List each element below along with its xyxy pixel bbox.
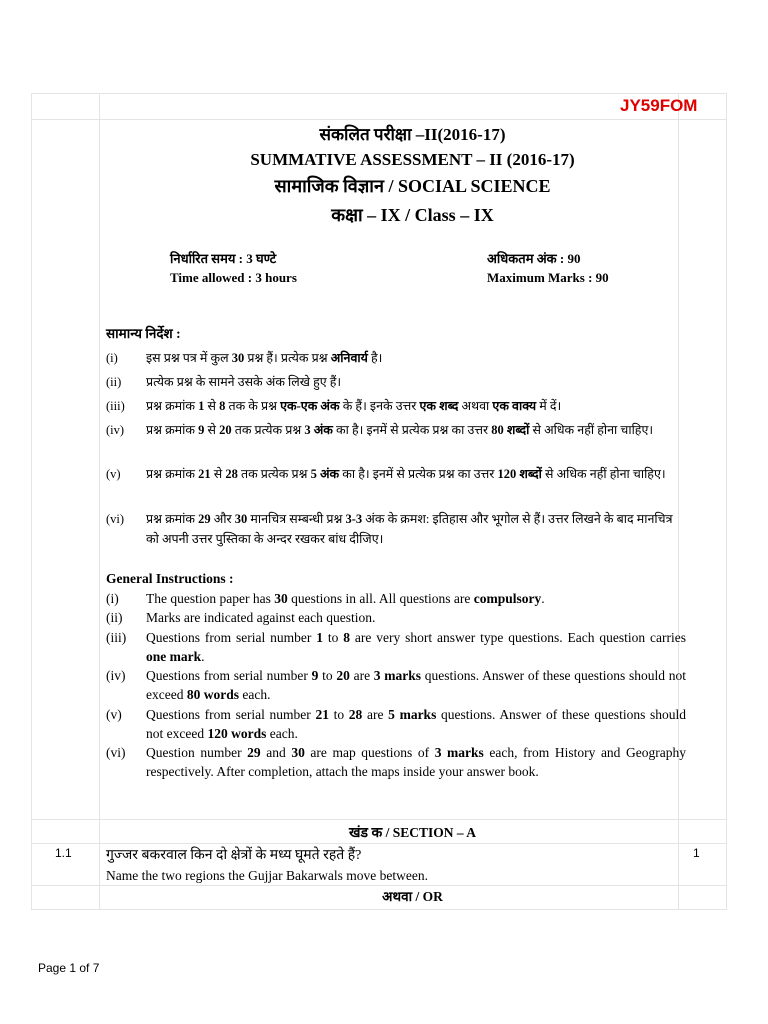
table-row-line [31, 819, 727, 820]
instruction-english-item-number: (iii) [106, 630, 127, 645]
instruction-english-bold-text: 21 [315, 707, 329, 722]
instruction-hindi-text: प्रत्येक प्रश्न के सामने उसके अंक लिखे हुए हैं। [146, 375, 342, 389]
instruction-hindi-bold-text: 5 अंक [310, 467, 340, 481]
instruction-english-item [106, 628, 686, 667]
instruction-english-text: and [260, 745, 292, 760]
instruction-hindi-bold-text: 3 अंक [304, 423, 333, 437]
instruction-hindi-text: प्रश्न क्रमांक [146, 423, 199, 437]
instruction-hindi-item-number: (vi) [106, 512, 125, 526]
instruction-hindi-text: से [204, 399, 220, 413]
instruction-english-bold-text: 80 words [186, 687, 239, 703]
instruction-hindi-text: और [210, 512, 235, 526]
instruction-english-text: questions in all. All questions are [287, 591, 474, 606]
instruction-hindi-bold-text: 30 [231, 351, 245, 365]
instruction-english-bold-text: 3 marks [373, 668, 422, 683]
instruction-english-text: to [328, 707, 349, 722]
page-number-footer: Page 1 of 7 [38, 961, 100, 975]
instruction-hindi-item-number: (iii) [106, 399, 125, 413]
instruction-english-text: each. [266, 726, 298, 742]
instruction-english-item-text [146, 666, 686, 705]
instruction-english-bold-text: 30 [291, 745, 305, 760]
instruction-english-text: each, from History and Geography respectively. After completion, attach the maps inside your answer book. [146, 745, 686, 780]
instruction-hindi-text: से [210, 467, 226, 481]
instruction-english-bold-text: 28 [348, 707, 363, 722]
instruction-hindi-item-text [146, 420, 686, 440]
instruction-english-text: questions. Answer of these questions should not exceed [146, 668, 686, 703]
instruction-hindi-bold-text: 30 [234, 512, 248, 526]
instruction-hindi-text: प्रश्न क्रमांक [146, 512, 199, 526]
instruction-hindi-bold-text: 1 [198, 399, 205, 413]
instruction-hindi-bold-text: 29 [198, 512, 211, 526]
instruction-hindi-item-number: (iv) [106, 423, 125, 437]
question-number: 1.1 [55, 846, 72, 860]
instruction-english-text: Questions from serial number [146, 707, 316, 722]
time-allowed-english: Time allowed : 3 hours [170, 270, 297, 285]
instruction-english-text: Questions from serial number [146, 630, 317, 645]
instruction-english-text: to [318, 668, 337, 683]
instruction-hindi-bold-text: 21 [198, 467, 211, 481]
instruction-english-item [106, 705, 686, 744]
instruction-hindi-bold-text: अनिवार्य [330, 351, 368, 365]
instruction-hindi-item-number: (v) [106, 467, 121, 481]
instruction-hindi-text: अथवा [458, 399, 493, 413]
instruction-hindi-bold-text: 3-3 [345, 512, 363, 526]
instruction-english-bold-text: 8 [343, 630, 351, 645]
instruction-hindi-item-text [146, 464, 686, 484]
or-separator: अथवा / OR [382, 889, 443, 904]
section-a-heading [100, 823, 725, 842]
instruction-hindi-text: से [204, 423, 220, 437]
question-text-hindi: गुज्जर बकरवाल किन दो क्षेत्रों के मध्य घूमते रहते हैं? [106, 848, 362, 863]
general-instructions-english-title: General Instructions : [106, 571, 234, 586]
table-border-right [726, 93, 727, 910]
instruction-hindi-text: का है। इनमें से प्रत्येक प्रश्न का उत्तर [332, 423, 492, 437]
instruction-english-item [106, 666, 686, 705]
instruction-english-item-number: (v) [106, 707, 122, 722]
instruction-english-item [106, 743, 686, 782]
instruction-english-item-text [146, 628, 686, 667]
instruction-english-text: The question paper has [146, 591, 275, 606]
instruction-english-bold-text: 30 [274, 591, 288, 606]
instruction-hindi-text: है। [367, 351, 383, 365]
time-allowed-hindi: निर्धारित समय : 3 घण्टे [170, 251, 277, 266]
instruction-hindi-text: से अधिक नहीं होना चाहिए। [529, 423, 654, 437]
instruction-hindi-bold-text: 120 शब्दों [497, 467, 542, 481]
section-a-english: / SECTION – A [382, 825, 476, 840]
instruction-english-text: to [323, 630, 344, 645]
instruction-hindi-text: का है। इनमें से प्रत्येक प्रश्न का उत्तर [339, 467, 498, 481]
instruction-hindi-text: प्रश्न हैं। प्रत्येक प्रश्न [244, 351, 331, 365]
instruction-hindi-item [106, 348, 686, 368]
instruction-english-bold-text: 29 [247, 745, 261, 760]
instruction-hindi-item [106, 509, 686, 549]
instruction-hindi-item [106, 420, 686, 440]
instruction-hindi-text: से अधिक नहीं होना चाहिए। [541, 467, 666, 481]
general-instructions-hindi-title: सामान्य निर्देश : [106, 326, 181, 341]
instruction-english-text: are [362, 707, 389, 722]
question-marks: 1 [693, 846, 700, 860]
instruction-hindi-text: इस प्रश्न पत्र में कुल [146, 351, 232, 365]
instruction-hindi-text: प्रश्न क्रमांक [146, 399, 199, 413]
instruction-english-item [106, 608, 686, 627]
instruction-english-item-text [146, 589, 686, 608]
section-a-hindi: खंड क [349, 826, 383, 841]
instruction-hindi-bold-text: 9 [198, 423, 205, 437]
instruction-hindi-item-text [146, 372, 686, 392]
instruction-hindi-bold-text: एक शब्द [419, 399, 459, 413]
instruction-hindi-text: में दें। [536, 399, 562, 413]
instruction-english-bold-text: 3 marks [434, 745, 484, 760]
instruction-english-text: questions. Answer of these questions should not exceed [146, 707, 687, 742]
instruction-english-text: Question number [146, 745, 248, 760]
instruction-hindi-bold-text: 8 [219, 399, 226, 413]
instruction-english-text: Questions from serial number [146, 668, 312, 683]
instruction-english-text: Marks are indicated against each question. [146, 610, 376, 625]
instruction-english-text: are map questions of [304, 745, 435, 760]
subject-title: सामाजिक विज्ञान / SOCIAL SCIENCE [274, 176, 551, 196]
instruction-english-text: are [349, 668, 374, 683]
maximum-marks-english: Maximum Marks : 90 [487, 270, 609, 285]
table-border-top [31, 93, 727, 94]
instruction-english-item-number: (i) [106, 591, 119, 606]
paper-code: JY59FOM [620, 96, 698, 115]
instruction-english-bold-text: 5 marks [388, 707, 437, 722]
instruction-hindi-item [106, 396, 686, 416]
instruction-hindi-item [106, 372, 686, 392]
instruction-english-item-text [146, 743, 686, 782]
maximum-marks-hindi: अधिकतम अंक : 90 [487, 251, 581, 266]
instruction-hindi-bold-text: 28 [225, 467, 238, 481]
instruction-hindi-text: प्रश्न क्रमांक [146, 467, 199, 481]
instruction-hindi-text: के हैं। इनके उत्तर [339, 399, 420, 413]
instruction-hindi-item [106, 464, 686, 484]
table-row-line [31, 885, 727, 886]
instruction-english-text: are very short answer type questions. Each question carries [350, 630, 686, 645]
question-text-english: Name the two regions the Gujjar Bakarwals move between. [106, 868, 429, 883]
instruction-english-item-number: (ii) [106, 610, 123, 625]
instruction-hindi-item-number: (ii) [106, 375, 122, 389]
instruction-hindi-item-text [146, 348, 686, 368]
instruction-english-text: . [201, 649, 205, 665]
table-border-bottom [31, 909, 727, 910]
instruction-english-item-number: (vi) [106, 745, 126, 760]
instruction-hindi-item-text [146, 509, 686, 549]
instruction-hindi-item-text [146, 396, 686, 416]
instruction-english-bold-text: compulsory [473, 591, 542, 606]
instruction-english-text: each. [238, 687, 271, 703]
table-row-line [31, 119, 727, 120]
instruction-english-text: . [541, 591, 545, 606]
instruction-english-bold-text: 120 words [207, 726, 267, 742]
instruction-hindi-bold-text: 80 शब्दों [491, 423, 530, 437]
instruction-english-bold-text: 1 [316, 630, 323, 645]
instruction-english-item-text [146, 705, 686, 744]
instruction-english-item-number: (iv) [106, 668, 126, 683]
instruction-hindi-text: अंक के क्रमश: इतिहास और भूगोल से हैं। उत्तर लिखने के बाद मानचित्र को अपनी उत्तर पुस्तिका के अन्दर रखकर बांध दीजिए। [146, 512, 673, 546]
instruction-hindi-bold-text: एक-एक अंक [280, 399, 340, 413]
instruction-english-item-text [146, 608, 686, 627]
instruction-hindi-bold-text: 20 [219, 423, 232, 437]
instruction-hindi-text: तक के प्रश्न [225, 399, 281, 413]
exam-title-english: SUMMATIVE ASSESSMENT – II (2016-17) [250, 150, 575, 169]
instruction-hindi-text: तक प्रत्येक प्रश्न [231, 423, 305, 437]
instruction-english-item [106, 589, 686, 608]
instruction-hindi-text: तक प्रत्येक प्रश्न [237, 467, 311, 481]
instruction-english-bold-text: one mark [146, 649, 202, 665]
instruction-english-bold-text: 9 [311, 668, 319, 683]
instruction-hindi-text: मानचित्र सम्बन्धी प्रश्न [247, 512, 346, 526]
table-border-left [31, 93, 32, 910]
instruction-hindi-item-number: (i) [106, 351, 118, 365]
exam-title-hindi: संकलित परीक्षा –II(2016-17) [319, 125, 506, 144]
instruction-hindi-bold-text: एक वाक्य [492, 399, 537, 413]
class-title: कक्षा – IX / Class – IX [331, 205, 494, 225]
table-row-line [31, 843, 727, 844]
instruction-english-bold-text: 20 [336, 668, 350, 683]
